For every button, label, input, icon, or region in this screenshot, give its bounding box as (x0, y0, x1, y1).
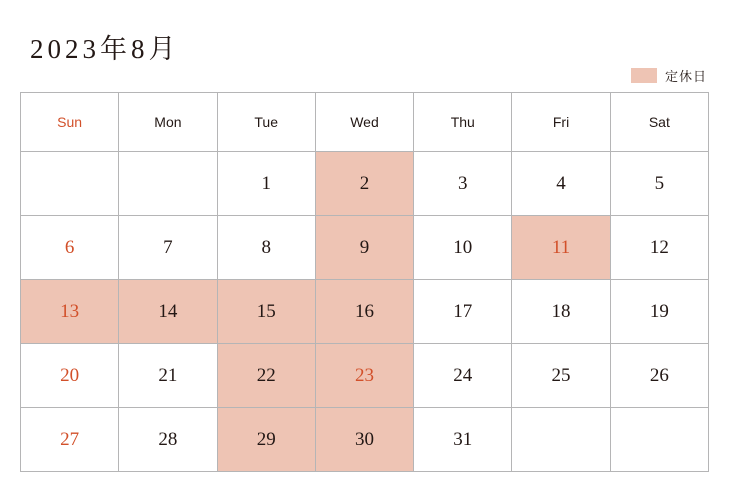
weekday-header-tue: Tue (217, 93, 315, 152)
legend-color-swatch (631, 68, 657, 83)
calendar-day-cell[interactable]: 15 (217, 280, 315, 344)
calendar-day-cell[interactable]: 1 (217, 152, 315, 216)
calendar-day-cell[interactable]: 9 (315, 216, 413, 280)
calendar-empty-cell (119, 152, 217, 216)
calendar-day-cell[interactable]: 14 (119, 280, 217, 344)
calendar-day-cell[interactable]: 21 (119, 344, 217, 408)
calendar-day-cell[interactable]: 23 (315, 344, 413, 408)
calendar-day-cell[interactable]: 24 (414, 344, 512, 408)
calendar-day-cell[interactable]: 20 (21, 344, 119, 408)
calendar-day-cell[interactable]: 11 (512, 216, 610, 280)
calendar-day-cell[interactable]: 18 (512, 280, 610, 344)
calendar-week-row (21, 216, 709, 280)
calendar-day-cell[interactable]: 22 (217, 344, 315, 408)
calendar-day-cell[interactable]: 27 (21, 408, 119, 472)
calendar-day-cell[interactable]: 3 (414, 152, 512, 216)
calendar-empty-cell (21, 152, 119, 216)
calendar-day-cell[interactable]: 31 (414, 408, 512, 472)
weekday-header-mon: Mon (119, 93, 217, 152)
calendar-day-cell[interactable]: 8 (217, 216, 315, 280)
calendar-week-row (21, 280, 709, 344)
calendar-empty-cell (610, 408, 708, 472)
weekday-header-sun: Sun (21, 93, 119, 152)
calendar-body (21, 152, 709, 472)
calendar-day-cell[interactable]: 10 (414, 216, 512, 280)
calendar-day-cell[interactable]: 7 (119, 216, 217, 280)
calendar-day-cell[interactable]: 4 (512, 152, 610, 216)
calendar-day-cell[interactable]: 2 (315, 152, 413, 216)
legend-label: 定休日 (664, 69, 707, 84)
weekday-header-thu: Thu (414, 93, 512, 152)
legend (631, 66, 707, 85)
calendar-week-row (21, 408, 709, 472)
calendar-day-cell[interactable]: 26 (610, 344, 708, 408)
calendar-day-cell[interactable]: 19 (610, 280, 708, 344)
calendar-day-cell[interactable]: 29 (217, 408, 315, 472)
calendar-day-cell[interactable]: 12 (610, 216, 708, 280)
calendar-day-cell[interactable]: 28 (119, 408, 217, 472)
calendar-header-row (21, 93, 709, 152)
calendar-day-cell[interactable]: 17 (414, 280, 512, 344)
weekday-header-sat: Sat (610, 93, 708, 152)
calendar-day-cell[interactable]: 30 (315, 408, 413, 472)
calendar-empty-cell (512, 408, 610, 472)
weekday-header-wed: Wed (315, 93, 413, 152)
calendar-day-cell[interactable]: 25 (512, 344, 610, 408)
calendar-day-cell[interactable]: 13 (21, 280, 119, 344)
calendar-week-row (21, 152, 709, 216)
calendar-day-cell[interactable]: 5 (610, 152, 708, 216)
weekday-header-fri: Fri (512, 93, 610, 152)
calendar-day-cell[interactable]: 6 (21, 216, 119, 280)
calendar-week-row (21, 344, 709, 408)
calendar-table (20, 92, 709, 472)
calendar-day-cell[interactable]: 16 (315, 280, 413, 344)
page-title: 2023年8月 (30, 34, 180, 64)
